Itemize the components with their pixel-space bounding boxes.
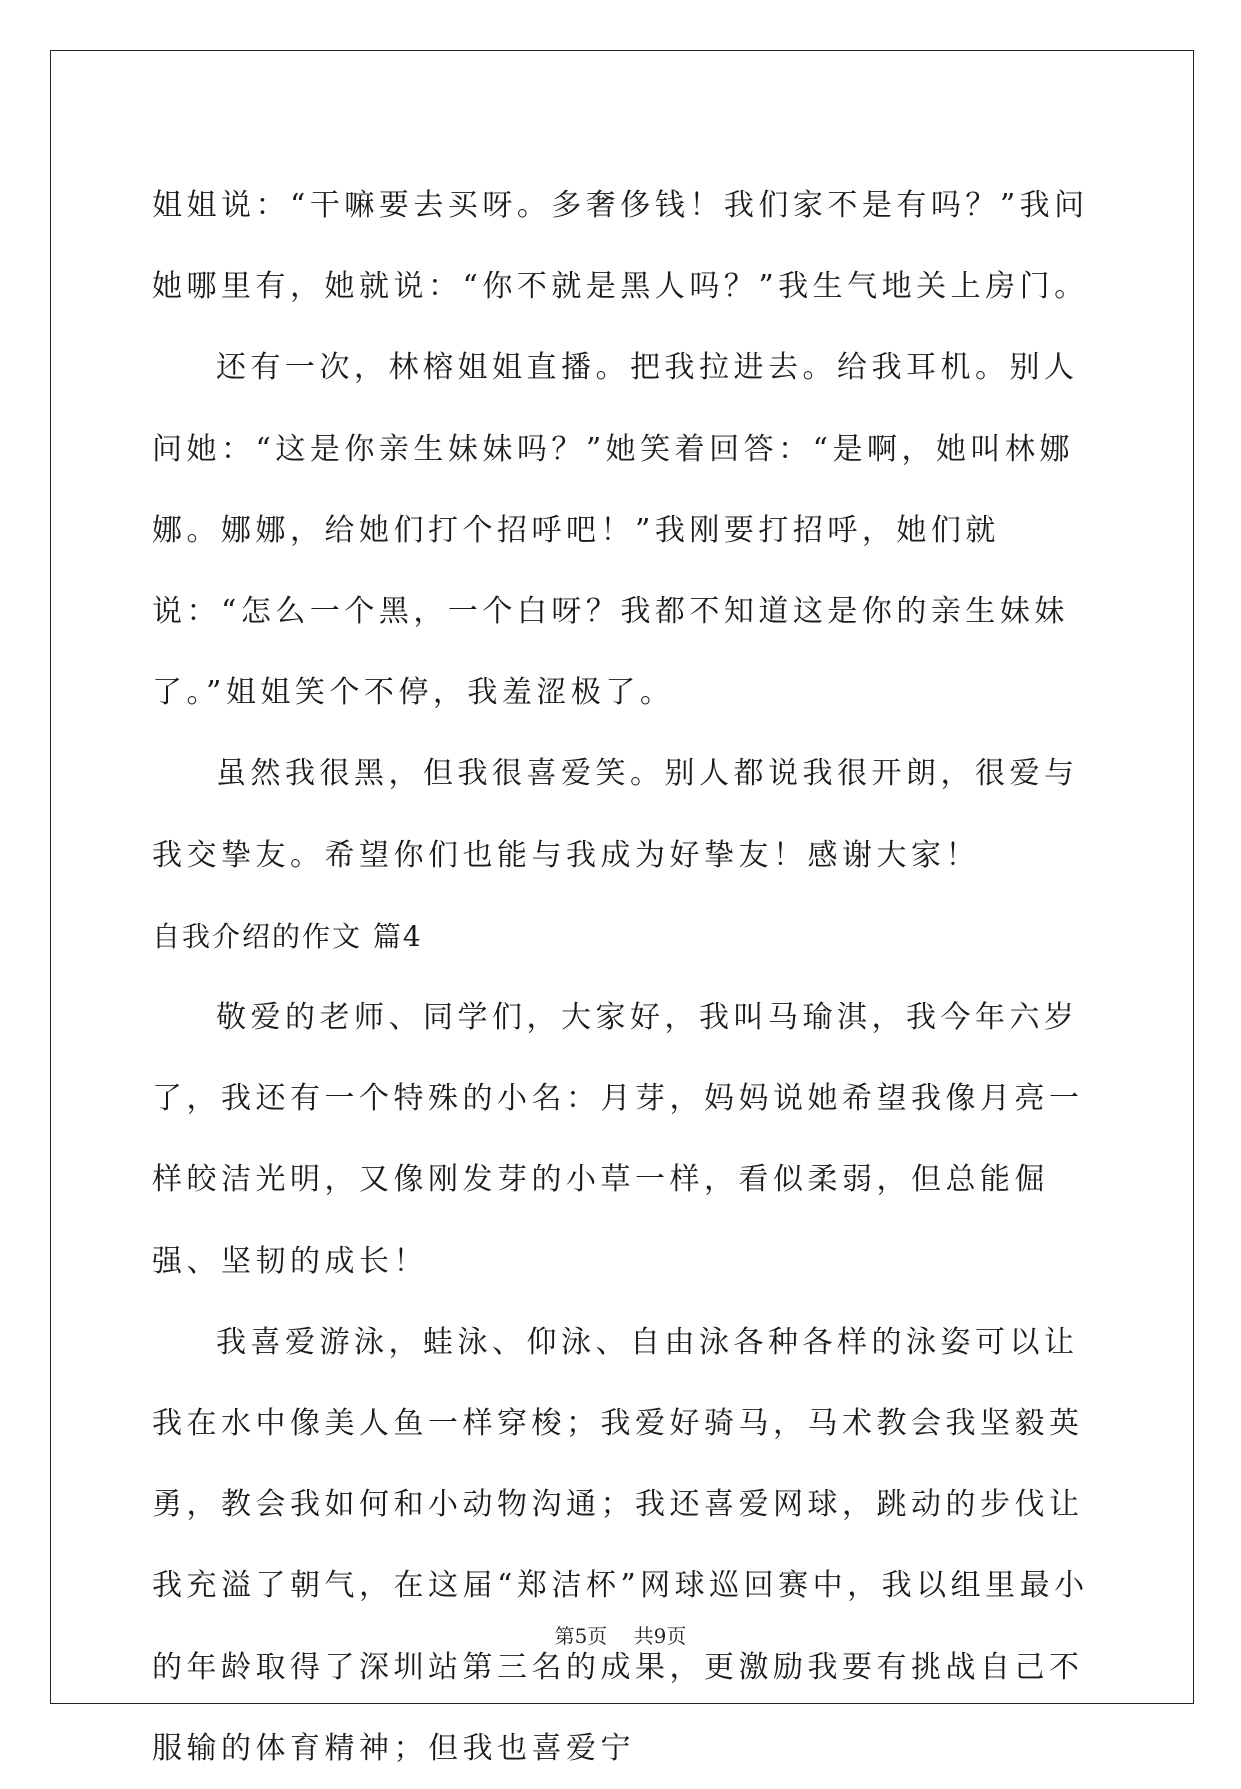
paragraph-4: 敬爱的老师、同学们，大家好，我叫马瑜淇，我今年六岁了，我还有一个特殊的小名：月芽，妈妈说她希望我像月亮一样皎洁光明，又像刚发芽的小草一样，看似柔弱，但总能倔强、坚韧的成长！ [152,1000,1084,1279]
document-body [152,165,1102,1789]
page-total: 共9页 [633,1624,687,1648]
paragraph-2: 还有一次，林榕姐姐直播。把我拉进去。给我耳机。别人问她：“这是你亲生妹妹吗？”她笑着回答：“是啊，她叫林娜娜。娜娜，给她们打个招呼吧！”我刚要打招呼，她们就说：“怎么一个黑，一个白呀？我都不知道这是你的亲生妹妹了。”姐姐笑个不停，我羞涩极了。 [152,350,1079,711]
paragraph-1: 姐姐说：“干嘛要去买呀。多奢侈钱！我们家不是有吗？”我问她哪里有，她就说：“你不就是黑人吗？”我生气地关上房门。 [152,188,1089,305]
page-number: 第5页 [554,1624,608,1648]
section-heading: 自我介绍的作文 篇4 [152,919,423,953]
paragraph-5: 我喜爱游泳，蛙泳、仰泳、自由泳各种各样的泳姿可以让我在水中像美人鱼一样穿梭；我爱好骑马，马术教会我坚毅英勇，教会我如何和小动物沟通；我还喜爱网球，跳动的步伐让我充溢了朝气，在这届“郑洁杯”网球巡回赛中，我以组里最小的年龄取得了深圳站第三名的成果，更激励我要有挑战自己不服输的体育精神；但我也喜爱宁 [152,1324,1089,1766]
paragraph-3: 虽然我很黑，但我很喜爱笑。别人都说我很开朗，很爱与我交挚友。希望你们也能与我成为好挚友！感谢大家！ [152,756,1079,873]
page-footer [0,1620,1241,1649]
